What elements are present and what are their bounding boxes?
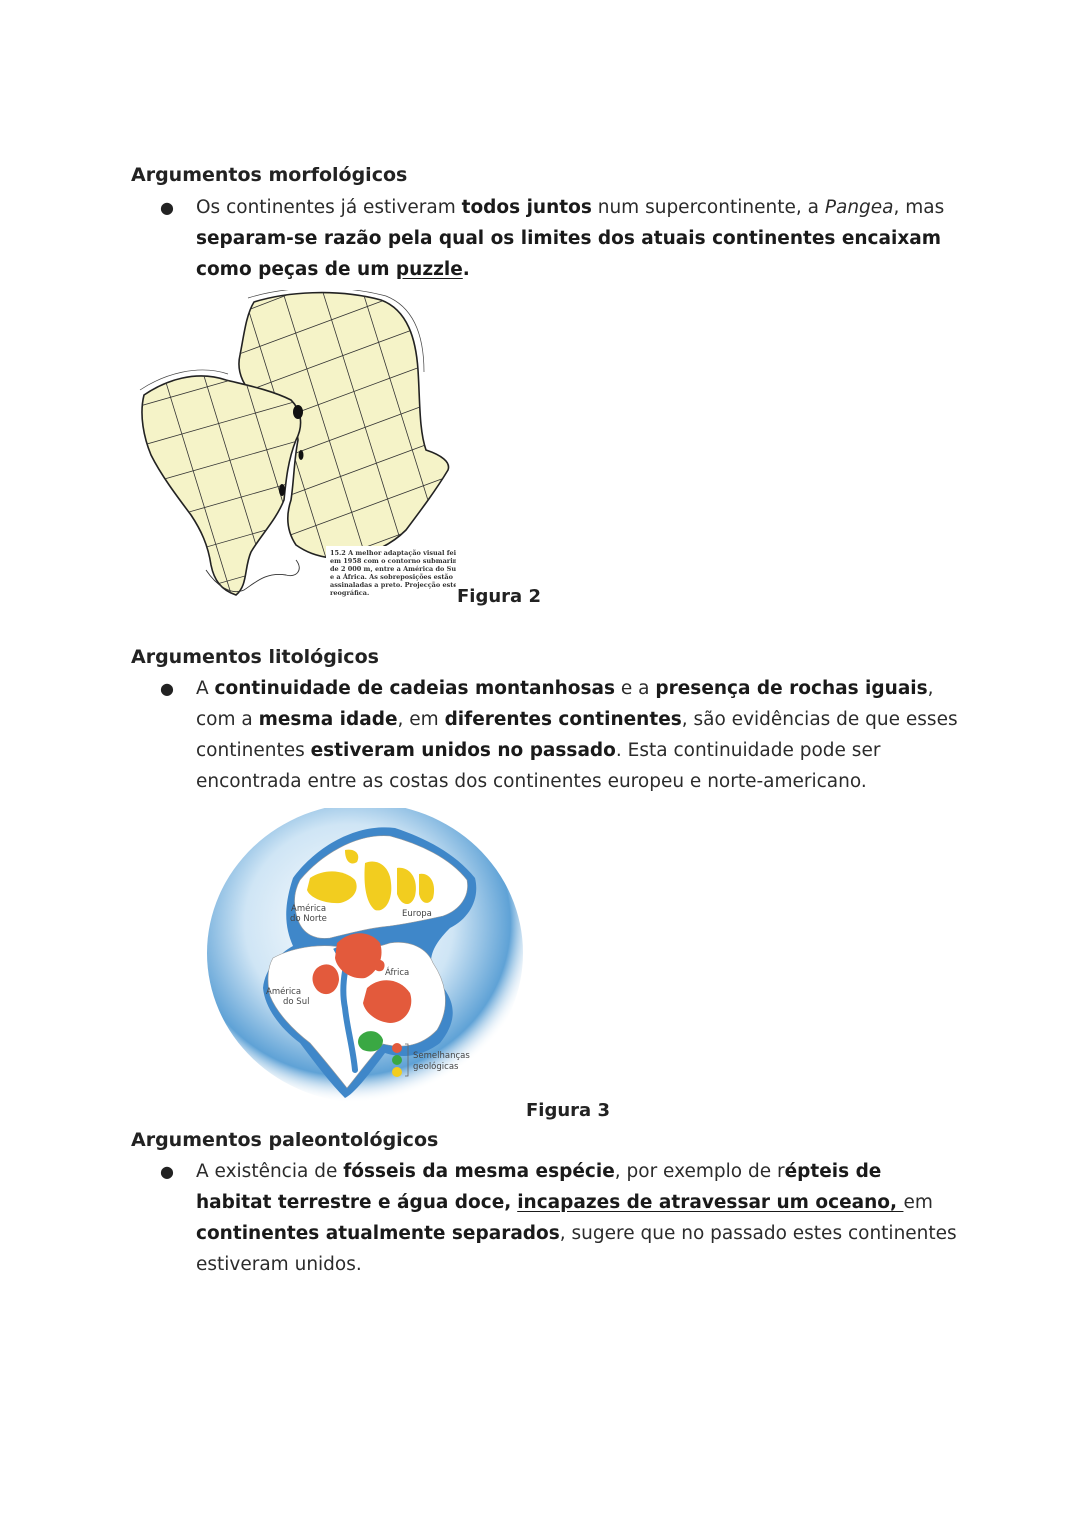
figure-3-caption: Figura 3 xyxy=(526,1100,610,1121)
heading-morphological: Argumentos morfológicos xyxy=(131,164,408,186)
label-legend: geológicas xyxy=(413,1062,459,1072)
figure-2-caption: Figura 2 xyxy=(457,586,541,607)
bullet-text: Os continentes já estiveram todos juntos num supercontinente, a Pangea, mas separam-se razão pela qual os limites dos atuais continentes encaixam como peças de um puzzle. xyxy=(196,197,945,280)
bullet-paleontological xyxy=(160,1156,960,1280)
annotation-line: 15.2 A melhor adaptação visual feita xyxy=(330,549,456,557)
continental-fit-map xyxy=(136,290,456,602)
geological-similarities-map xyxy=(205,808,525,1108)
bullet-text: A continuidade de cadeias montanhosas e a presença de rochas iguais, com a mesma idade, em diferentes continentes, são evidências de que esses continentes estiveram unidos no passado. Esta continuidade pode ser encontrada entre as costas dos continentes europeu e norte-americano. xyxy=(196,678,958,792)
bullet-lithological xyxy=(160,673,960,797)
bullet-dot: ● xyxy=(160,1162,174,1181)
label-north-america: do Norte xyxy=(290,914,327,924)
annotation-line: de 2 000 m, entre a América do Sul xyxy=(330,565,456,573)
label-south-america: América xyxy=(266,987,302,997)
annotation-line: e a África. As sobreposições estão xyxy=(330,573,453,581)
bullet-dot: ● xyxy=(160,198,174,217)
annotation-line: assinaladas a preto. Projecção este- xyxy=(330,581,456,589)
label-north-america: América xyxy=(291,904,327,914)
bullet-text: A existência de fósseis da mesma espécie, por exemplo de répteis de habitat terrestre e água doce, incapazes de atravessar um oceano, em continentes atualmente separados, sugere que no passado estes continentes estiveram unidos. xyxy=(196,1161,957,1275)
annotation-line: reográfica. xyxy=(330,589,370,597)
label-africa: África xyxy=(385,968,410,978)
label-europe: Europa xyxy=(402,909,432,919)
label-legend: Semelhanças xyxy=(413,1051,470,1061)
figure-3-map xyxy=(205,808,525,1108)
heading-paleontological: Argumentos paleontológicos xyxy=(131,1129,439,1151)
bullet-dot: ● xyxy=(160,679,174,698)
heading-lithological: Argumentos litológicos xyxy=(131,646,379,668)
annotation-line: em 1958 com o contorno submarino xyxy=(330,557,456,565)
label-south-america: do Sul xyxy=(283,997,310,1007)
bullet-morphological xyxy=(160,192,960,285)
figure-2-map xyxy=(136,290,456,602)
